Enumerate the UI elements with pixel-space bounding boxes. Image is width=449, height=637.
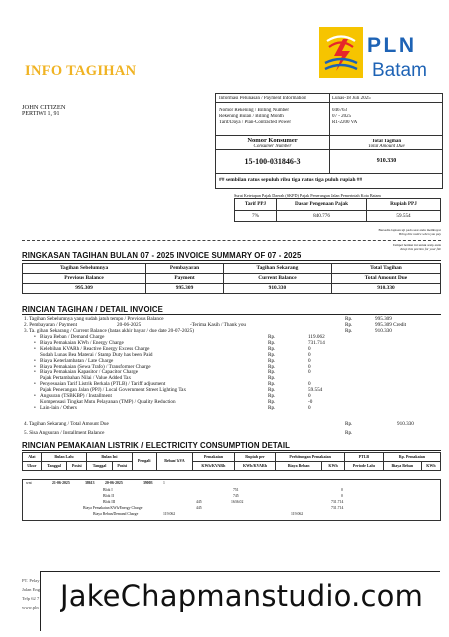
energy-value: 731.714 <box>331 506 344 510</box>
summary-header: Pembayaran <box>146 264 224 274</box>
consumer-label-en: Consumer Number <box>253 144 292 149</box>
footer-line: www.pln <box>22 605 39 610</box>
cons-header: Beban/ kVA <box>156 453 192 471</box>
bullet-icon: • <box>34 381 36 388</box>
block-value: 731.714 <box>331 500 344 504</box>
detail-line-value: 910.330 <box>397 421 414 427</box>
page-title: INFO TAGIHAN <box>25 63 137 79</box>
detail-item-currency: Rp. <box>268 398 276 405</box>
detail-item-value: 0 <box>308 351 311 358</box>
detail-item-currency: Rp. <box>268 345 276 352</box>
cons-subheader: Ukur <box>23 462 42 471</box>
detail-item-label: Angsuran (TSBKBP) / Installment <box>40 393 112 399</box>
logo-text: PLN <box>367 34 417 57</box>
detail-item-currency: Rp. <box>268 369 276 376</box>
detail-item-label: Pajak Penerangan Jalan (PPJ) / Local Government Street Lighting Tax <box>40 387 187 394</box>
total-label-en: Total Amount Due <box>368 144 405 149</box>
detail-item-currency: Rp. <box>268 357 276 364</box>
summary-table <box>22 263 441 294</box>
energy-value: 445 <box>196 506 202 510</box>
amount-in-words: ## sembilan ratus sepuluh ribu tiga ratus tiga puluh rupiah ## <box>219 177 363 183</box>
customer-name: JOHN CITIZEN <box>22 104 66 111</box>
bullet-icon: • <box>34 334 36 340</box>
block-label: Blok II <box>103 494 114 498</box>
file-note: Keep this portion for your file <box>400 247 441 251</box>
footer-line: PT. Pelay <box>22 578 40 583</box>
cons-header: Bulan Lalu <box>41 453 86 462</box>
bullet-icon: • <box>34 357 36 364</box>
cons-header: Bulan Ini <box>87 453 132 462</box>
tax-caption: Surat Ketetapan Pajak Daerah (SKPD) Pajak Penerangan Jalan Pemerintah Kota Batam <box>234 193 381 198</box>
detail-line-label: 4. Tagihan Sekarang / Total Amount Due <box>24 421 109 427</box>
block-value: 1636.02 <box>231 500 244 504</box>
detail-item-value: 731.714 <box>308 339 325 346</box>
cons-header: Pemakaian <box>193 453 235 462</box>
detail-item-value: 0 <box>308 363 311 370</box>
cons-subheader: Biaya Beban <box>383 462 421 471</box>
prev-date: 21-06-2025 <box>52 481 70 485</box>
bullet-icon: • <box>34 393 36 399</box>
consumer-label: Nomor Konsumer <box>247 137 298 144</box>
detail-item-value: 0 <box>308 369 311 376</box>
detail-line-currency: Rp. <box>345 322 353 328</box>
logo-city: Batam <box>372 60 427 81</box>
customer-address: PERTIWI 1, 91 <box>22 111 60 117</box>
cons-subheader: KWh <box>421 462 440 471</box>
detail-item-currency: Rp. <box>268 339 276 346</box>
bullet-icon: • <box>34 369 36 376</box>
detail-item-currency: Rp. <box>268 363 276 370</box>
cur-position: 39003 <box>143 481 153 485</box>
detail-item-value: 119.062 <box>308 334 325 340</box>
detail-item-value: 0 <box>308 404 311 411</box>
detail-line-value: 910.330 <box>375 328 392 334</box>
bullet-icon: • <box>34 345 36 352</box>
block-value: 745 <box>233 494 239 498</box>
billing-number-label: Nomor Rekening / Billing Number <box>219 108 289 113</box>
total-value: 910.330 <box>376 158 397 164</box>
detail-line-currency: Rp. <box>345 316 353 322</box>
tax-note: Bersedia lapisan uji pada saat anda membayar <box>378 228 441 232</box>
consumer-number: 15-100-031846-3 <box>244 157 301 166</box>
tax-header: Dasar Pengenaan Pajak <box>277 199 367 211</box>
tax-table <box>234 198 441 222</box>
cons-subheader: Posisi <box>67 462 87 471</box>
detail-item-value: -0 <box>308 398 313 405</box>
detail-item-label: Biaya Keterlambatan / Late Charge <box>40 357 114 364</box>
detail-line-label: 1. Tagihan Sebelumnya yang sudah jatuh tempo / Previous Balance <box>24 316 164 322</box>
detail-item-currency: Rp. <box>268 375 276 382</box>
detail-line-value: 995.309 <box>375 316 392 322</box>
demand-value: 119.062 <box>163 512 176 516</box>
block-value: 0 <box>341 494 343 498</box>
detail-line-currency: Rp. <box>345 328 353 334</box>
consumption-title: RINCIAN PEMAKAIAN LISTRIK / ELECTRICITY CONSUMPTION DETAIL <box>22 441 291 450</box>
detail-item-value: 0 <box>308 345 311 352</box>
bullet-icon: • <box>34 339 36 346</box>
bullet-icon: • <box>34 363 36 370</box>
block-value: 751 <box>233 488 239 492</box>
summary-value: 910.330 <box>331 284 440 294</box>
cons-subheader: KWh/KVARh <box>193 462 235 471</box>
tax-value: 840.776 <box>277 210 367 222</box>
detail-item-label: Biaya Pemakaian Kapasitor / Capacitor Charge <box>40 369 139 376</box>
tax-header: Tarif PPJ <box>235 199 277 211</box>
cons-subheader: KWh/KVARh <box>234 462 276 471</box>
footer-line: Telp 62 7 <box>22 596 40 601</box>
payment-date: 20-06-2025 <box>117 322 142 328</box>
billing-number-value: 046763 <box>332 108 347 113</box>
detail-item-currency: Rp. <box>268 393 276 399</box>
consumption-table <box>22 452 441 471</box>
pln-logo-icon <box>317 25 365 80</box>
block-label: Blok III <box>103 500 116 504</box>
detail-item-label: Kompensasi Tingkat Mutu Pelayanan (TMP) / Quality Reduction <box>40 398 176 405</box>
cons-subheader: Tanggal <box>41 462 67 471</box>
detail-item-value: 0 <box>308 357 311 364</box>
cons-subheader: KWh <box>322 462 345 471</box>
payment-status: Lunas-18 Juli 2025 <box>332 95 371 101</box>
tariff-label: Tarif/Daya / Plan-Contracted Power <box>219 120 291 125</box>
detail-line-currency: Rp. <box>345 430 353 436</box>
summary-header-en: Payment <box>146 274 224 284</box>
cur-date: 20-06-2025 <box>105 481 123 485</box>
detail-title: RINCIAN TAGIHAN / DETAIL INVOICE <box>22 305 163 314</box>
detail-item-value: 59.554 <box>308 387 323 394</box>
detail-line-currency: Rp. <box>345 421 353 427</box>
detail-item-currency: Rp. <box>268 334 276 340</box>
detail-item-label: Pajak Pertambahan Nilai / Value Added Tax <box>40 375 132 382</box>
demand-charge-label: Biaya Beban/Demand Charge <box>93 512 139 516</box>
multiplier: 1 <box>163 481 165 485</box>
cons-header: Alat <box>23 453 42 462</box>
cons-header: Pengali <box>132 453 156 471</box>
billing-month-label: Rekening Bulan / Billing Month <box>219 114 284 119</box>
detail-line-label: 3. Ta. gihan Sekarang / Current Balance (batas akhir bayar / due date 20-07-2025) <box>24 328 194 334</box>
summary-header: Tagihan Sekarang <box>223 264 331 274</box>
summary-title: RINGKASAN TAGIHAN BULAN 07 - 2025 INVOICE SUMMARY OF 07 - 2025 <box>22 251 302 260</box>
block-value: 445 <box>196 500 202 504</box>
detail-item-label: Biaya Beban / Demand Charge <box>40 334 105 340</box>
detail-line-label: 2. Pembayaran / Payment <box>24 322 78 328</box>
tariff-value: R1-2200 VA <box>332 120 358 125</box>
detail-line-value: 995.309 Credit <box>375 322 407 328</box>
detail-item-label: Kelebihan KVARh / Reactive Energy Excess Charge <box>40 345 150 352</box>
detail-item-currency: Rp. <box>268 381 276 388</box>
watermark-text: JakeChapmanstudio.com <box>60 579 424 613</box>
detail-item-currency: Rp. <box>268 387 276 394</box>
payment-info-box <box>215 93 443 189</box>
detail-item-value: 0 <box>308 393 311 399</box>
payment-note: -Terima Kasih / Thank you <box>190 322 247 328</box>
info-heading: Informasi Pelunasan / Payment Information <box>219 95 307 101</box>
cons-subheader: Biaya Beban <box>276 462 322 471</box>
summary-header-en: Total Amount Due <box>331 274 440 284</box>
summary-header-en: Previous Balance <box>23 274 146 284</box>
consumption-rows <box>22 479 441 521</box>
cons-header: PTLB <box>344 453 383 462</box>
cons-header: Perhitungan Pemakaian <box>276 453 345 462</box>
detail-line-label: 5. Sisa Angsuran / Installment Balance <box>24 430 105 436</box>
prev-position: 38613 <box>85 481 95 485</box>
detail-item-label: Lain-lain / Others <box>40 404 77 411</box>
summary-header: Tagihan Sebelumnya <box>23 264 146 274</box>
tax-note: Bring this notice when you pay <box>398 232 441 236</box>
summary-value: 995.309 <box>146 284 224 294</box>
block-label: Blok I <box>103 488 113 492</box>
summary-header: Total Tagihan <box>331 264 440 274</box>
meter-type: wnt <box>26 481 32 485</box>
tax-header: Rupiah PPJ <box>367 199 441 211</box>
tax-value: 59.554 <box>367 210 441 222</box>
detail-item-currency: Rp. <box>268 404 276 411</box>
energy-charge-label: Biaya Pemakaian KWh/Energy Charge <box>83 506 143 510</box>
summary-header-en: Current Balance <box>223 274 331 284</box>
total-label: Total Tagihan <box>371 139 402 144</box>
cons-header: Rp. Pemakaian <box>383 453 440 462</box>
detail-item-label: Biaya Pemakaian KWh / Energy Charge <box>40 339 124 346</box>
detail-item-currency: Rp. <box>268 351 276 358</box>
billing-month-value: 07 - 2025 <box>332 114 352 119</box>
detail-item-label: Biaya Pemakaian (Sewa Trafo) / Transformer Charge <box>40 363 151 370</box>
detail-item-value: 0 <box>308 381 311 388</box>
tax-value: 7% <box>235 210 277 222</box>
block-value: 0 <box>341 488 343 492</box>
summary-value: 910.330 <box>223 284 331 294</box>
footer-line: Jalan Eng <box>22 587 40 592</box>
cons-header: Rupiah per <box>234 453 276 462</box>
detail-item-label: Penyesuaian Tarif Listrik Berkala (PTLB) / Tariff adjusment <box>40 381 166 388</box>
bullet-icon: • <box>34 404 36 411</box>
summary-value: 995.309 <box>23 284 146 294</box>
file-note: Tempel berikut ini untuk arsip anda <box>392 243 441 247</box>
cons-subheader: Posisi <box>112 462 132 471</box>
demand-value: 119.062 <box>291 512 304 516</box>
cons-subheader: Tanggal <box>87 462 113 471</box>
detail-item-label: Sudah Lunas Bea Materai / Stamp Duty has been Paid <box>40 351 153 358</box>
cons-subheader: Periode Lalu <box>344 462 383 471</box>
